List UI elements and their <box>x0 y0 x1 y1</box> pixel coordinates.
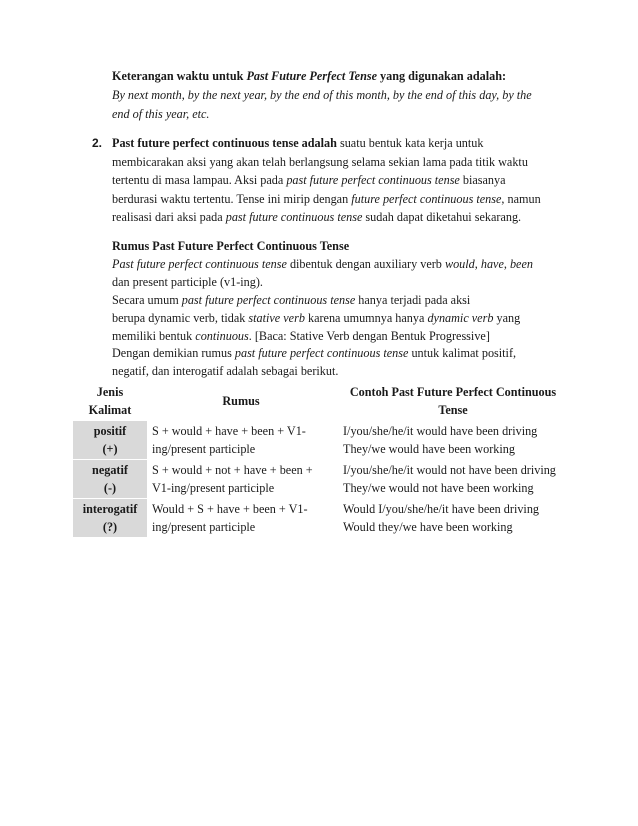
definition-line-3: tertentu di masa lampau. Aksi pada past future perfect continuous tense biasanya <box>112 173 506 187</box>
definition-line-2: membicarakan aksi yang akan telah berlangsung selama sekian lama pada titik waktu <box>112 155 528 169</box>
definition-line-5: realisasi dari aksi pada past future continuous tense sudah dapat diketahui sekarang. <box>112 210 522 224</box>
table-row <box>73 460 571 499</box>
formula-cell: S + would + have + been + V1-ing/present participle <box>152 424 306 456</box>
rumus-line-2: dan present participle (v1-ing). <box>112 275 263 289</box>
sentence-type-cell: positif (+) <box>73 421 147 460</box>
rumus-line-3: Secara umum past future perfect continuous tense hanya terjadi pada aksi <box>112 293 471 307</box>
time-adverb-examples-line-2: end of this year, etc. <box>112 107 210 121</box>
rumus-line-4: berupa dynamic verb, tidak stative verb karena umumnya hanya dynamic verb yang <box>112 311 521 325</box>
rumus-heading: Rumus Past Future Perfect Continuous Tense <box>112 239 350 253</box>
table-row <box>73 499 571 538</box>
rumus-line-1: Past future perfect continuous tense dibentuk dengan auxiliary verb would, have, been <box>112 257 533 271</box>
table-row <box>73 421 571 460</box>
sentence-type-cell: interogatif (?) <box>73 499 147 538</box>
rumus-line-5: memiliki bentuk continuous. [Baca: Stative Verb dengan Bentuk Progressive] <box>112 329 490 343</box>
tense-formula-table <box>73 381 571 538</box>
rumus-line-6: Dengan demikian rumus past future perfect continuous tense untuk kalimat positif, <box>112 346 517 360</box>
rumus-line-7: negatif, dan interogatif adalah sebagai berikut. <box>112 364 339 378</box>
sentence-type-cell: negatif (-) <box>73 460 147 499</box>
header-jenis-kalimat: Jenis Kalimat <box>88 385 132 417</box>
time-adverb-heading: Keterangan waktu untuk Past Future Perfect Tense yang digunakan adalah: <box>112 69 507 83</box>
header-contoh: Contoh Past Future Perfect Continuous Tense <box>349 385 557 417</box>
definition-line-4: berdurasi waktu tertentu. Tense ini mirip dengan future perfect continuous tense, namun <box>112 192 541 206</box>
table-header-row <box>73 381 571 421</box>
header-rumus: Rumus <box>222 394 260 408</box>
list-number: 2. <box>92 136 103 150</box>
definition-line-1: Past future perfect continuous tense adalah suatu bentuk kata kerja untuk <box>112 136 484 150</box>
example-cell: Would I/you/she/he/it have been driving Would they/we have been working <box>343 501 540 534</box>
example-cell: I/you/she/he/it would have been driving They/we would have been working <box>343 424 538 456</box>
time-adverb-examples-line-1: By next month, by the next year, by the end of this month, by the end of this day, by the <box>112 88 532 102</box>
formula-cell: S + would + not + have + been + V1-ing/present participle <box>152 462 313 495</box>
formula-cell: Would + S + have + been + V1-ing/present participle <box>152 501 308 534</box>
example-cell: I/you/she/he/it would not have been driving They/we would not have been working <box>343 462 556 495</box>
